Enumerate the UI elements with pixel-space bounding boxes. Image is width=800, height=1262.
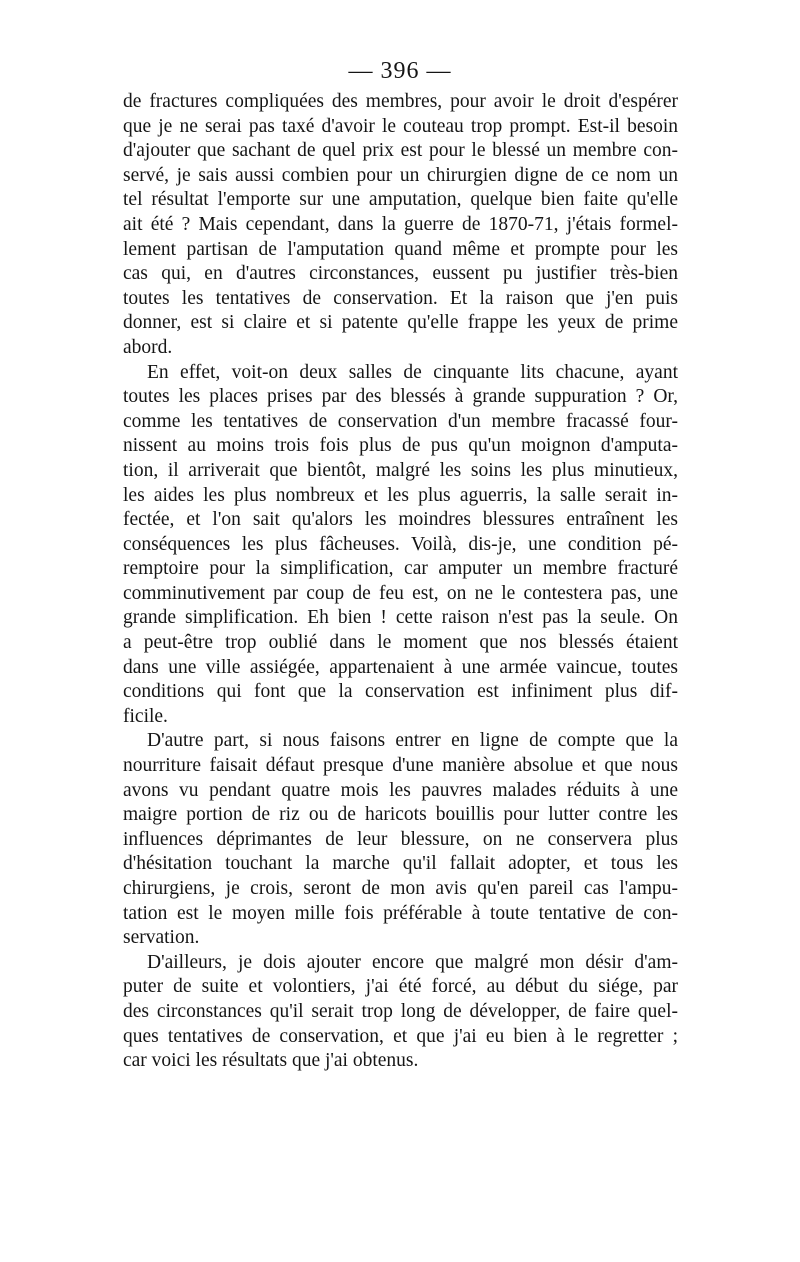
text-line: tion, il arriverait que bientôt, malgré les soins les plus minutieux,	[123, 459, 678, 481]
text-line: de fractures compliquées des membres, pour avoir le droit d'espérer	[123, 91, 678, 112]
text-line: toutes les tentatives de conservation. Et la raison que j'en puis	[123, 287, 678, 309]
text-line: grande simplification. Eh bien ! cette raison n'est pas la seule. On	[123, 607, 678, 629]
text-line: chirurgiens, je crois, seront de mon avis qu'en pareil cas l'ampu-	[123, 878, 678, 899]
text-line: servé, je sais aussi combien pour un chirurgien digne de ce nom un	[123, 164, 678, 186]
text-line: ques tentatives de conservation, et que j'ai eu bien à le regretter ;	[123, 1025, 678, 1047]
text-line: comminutivement par coup de feu est, on ne le contestera pas, une	[123, 582, 678, 604]
text-line: que je ne serai pas taxé d'avoir le couteau trop prompt. Est-il besoin	[123, 115, 678, 137]
text-line: remptoire pour la simplification, car amputer un membre fracturé	[123, 558, 678, 580]
text-line: En effet, voit-on deux salles de cinquante lits chacune, ayant	[147, 361, 678, 383]
text-line: cas qui, en d'autres circonstances, eussent pu justifier très-bien	[123, 263, 678, 285]
text-line: fectée, et l'on sait qu'alors les moindres blessures entraînent les	[123, 509, 678, 531]
page-number: — 396 —	[348, 58, 452, 84]
text-line: servation.	[123, 927, 200, 949]
text-line: avons vu pendant quatre mois les pauvres malades réduits à une	[123, 779, 678, 801]
text-line: d'ajouter que sachant de quel prix est pour le blessé un membre con-	[123, 140, 678, 162]
text-line: influences déprimantes de leur blessure, on ne conservera plus	[123, 828, 678, 850]
text-line: maigre portion de riz ou de haricots bouillis pour lutter contre les	[123, 804, 678, 826]
paragraph-4	[123, 951, 678, 1074]
text-line: d'hésitation touchant la marche qu'il fallait adopter, et tous les	[123, 853, 678, 875]
text-line: dans une ville assiégée, appartenaient à une armée vaincue, toutes	[123, 656, 678, 678]
text-line: tel résultat l'emporte sur une amputation, quelque bien faite qu'elle	[123, 189, 678, 211]
text-line: conditions qui font que la conservation est infiniment plus dif-	[123, 681, 678, 703]
text-line: comme les tentatives de conservation d'un membre fracassé four-	[123, 410, 678, 432]
text-line: abord.	[123, 336, 173, 358]
text-line: conséquences les plus fâcheuses. Voilà, dis-je, une condition pé-	[123, 533, 678, 555]
body-text	[123, 90, 678, 1074]
text-line: nourriture faisait défaut presque d'une manière absolue et que nous	[123, 755, 678, 777]
text-line: donner, est si claire et si patente qu'elle frappe les yeux de prime	[123, 312, 678, 334]
text-line: ficile.	[123, 705, 168, 727]
text-line: puter de suite et volontiers, j'ai été forcé, au début du siége, par	[123, 976, 678, 998]
text-line: toutes les places prises par des blessés à grande suppuration ? Or,	[123, 386, 678, 408]
text-line: D'autre part, si nous faisons entrer en ligne de compte que la	[147, 730, 678, 752]
text-line: D'ailleurs, je dois ajouter encore que malgré mon désir d'am-	[147, 951, 678, 973]
text-line: des circonstances qu'il serait trop long de développer, de faire quel-	[123, 1000, 678, 1022]
paragraph-3	[123, 729, 678, 950]
text-line: les aides les plus nombreux et les plus aguerris, la salle serait in-	[123, 484, 678, 506]
text-line: tation est le moyen mille fois préférable à toute tentative de con-	[123, 902, 678, 924]
text-line: nissent au moins trois fois plus de pus qu'un moignon d'amputa-	[123, 435, 678, 457]
text-line: a peut-être trop oublié dans le moment que nos blessés étaient	[123, 632, 678, 654]
text-line: lement partisan de l'amputation quand même et prompte pour les	[123, 238, 678, 260]
text-line: ait été ? Mais cependant, dans la guerre de 1870-71, j'étais formel-	[123, 213, 678, 235]
paragraph-1	[123, 90, 678, 361]
text-line: car voici les résultats que j'ai obtenus.	[123, 1050, 419, 1072]
paragraph-2	[123, 361, 678, 730]
